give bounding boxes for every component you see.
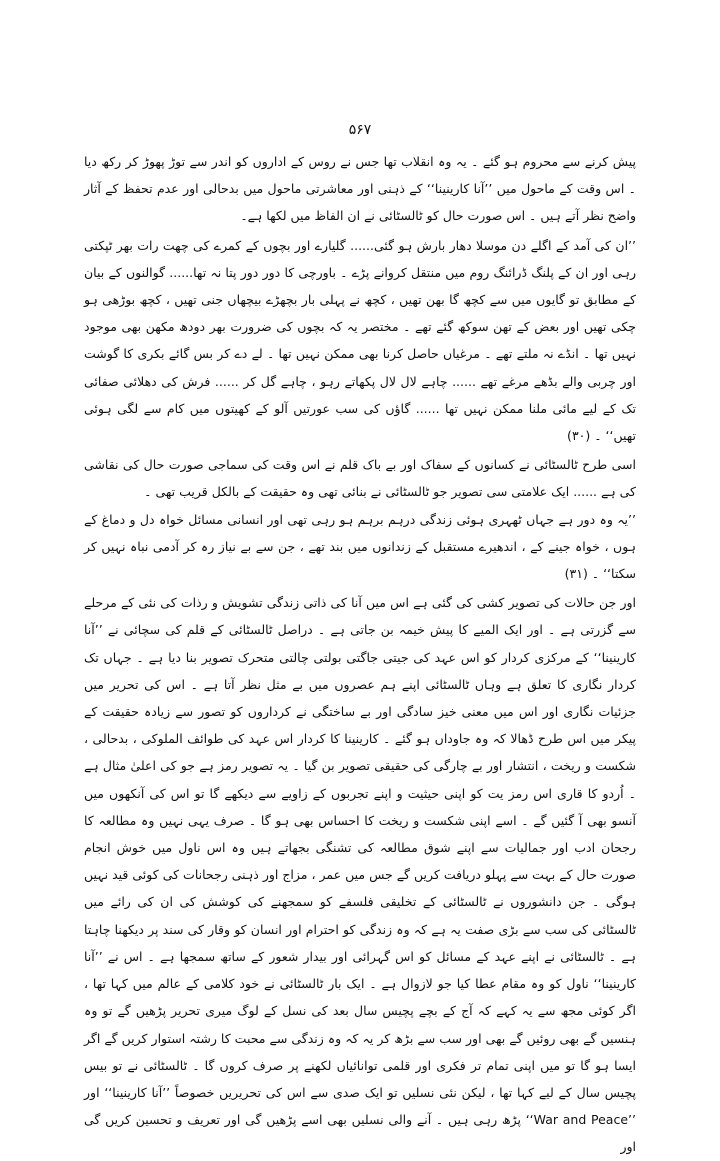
page-number: ۵۶۷ (348, 122, 372, 138)
block-quote-rain: ’’ان کی آمد کے اگلے دن موسلا دھار بارش ہو گئی...... گلیارے اور بچوں کے کمرے کی چھت رات بھر ٹپکتی رہی اور ان کے پلنگ ڈرائنگ روم میں منتقل کروانے پڑے ۔ باورچی کا دور دور پتا نہ تھا...... گوالنوں کے بیان کے مطابق تو گایوں میں سے کچھ گا بھن تھیں ، کچھ نے پہلی بار بچھڑے بیچھاں جنی تھیں ، کچھ بوڑھی ہو چکی تھیں اور بعض کے تھن سوکھ گئے تھے ۔ مختصر یہ کہ بچوں کی ضرورت بھر دودھ مکھن بھی موجود نہیں تھا ۔ انڈے نہ ملتے تھے ۔ مرغیاں حاصل کرنا بھی ممکن نہیں تھا ۔ لے دے کر بس گائے بکری کا گوشت اور چربی والے بڈھے مرغے تھے ...... چاہے لال لال پکھاتے رہو ، چاہے گل کر ...... فرش کی دھلائی صفائی تک کے لیے مائی ملنا ممکن نہیں تھا ...... گاؤں کی سب عورتیں آلو کے کھیتوں میں کام سے لگی ہوئی تھیں‘‘ ۔ (۳۰) (84, 237, 636, 444)
body-text (84, 148, 636, 1161)
paragraph-intro: پیش کرنے سے محروم ہو گئے ۔ یہ وہ انقلاب تھا جس نے روس کے اداروں کو اندر سے توڑ پھوڑ کر رکھ دیا ۔ اس وقت کے ماحول میں ’’آنا کارینینا‘‘ کے ذہنی اور معاشرتی ماحول میں بدحالی اور عدم تحفظ کے آثار واضح نظر آتے ہیں ۔ اس صورت حال کو ٹالسٹائی نے ان الفاظ میں لکھا ہے۔ (84, 154, 636, 224)
paragraph-symbolic-picture: اسی طرح ٹالسٹائی نے کسانوں کے سفاک اور بے باک قلم نے اس وقت کی سماجی صورت حال کی نقاشی کی ہے ...... ایک علامتی سی تصویر جو ٹالسٹائی نے بنائی تھی وہ حقیقت کے بالکل قریب تھی ۔ (84, 457, 636, 500)
paragraph-analysis: اور جن حالات کی تصویر کشی کی گئی ہے اس میں آنا کی ذاتی زندگی تشویش و رذات کی نئی کے مرحلے سے گزرتی ہے ۔ اور ایک المیے کا پیش خیمہ بن جاتی ہے ۔ دراصل ٹالسٹائی کے قلم کی سچائی نے ’’آنا کارینینا‘‘ کے مرکزی کردار کو اس عہد کی جیتی جاگتی بولتی چالتی متحرک تصویر بنا دیا ہے ۔ جہاں تک کردار نگاری کا تعلق ہے وہاں ٹالسٹائی اپنے ہم عصروں میں بے مثل نظر آتا ہے ۔ اس کی تحریر میں جزئیات نگاری اور اس میں معنی خیز سادگی اور بے ساختگی نے کرداروں کو تصور سے زیادہ حقیقت کے پیکر میں اس طرح ڈھالا کہ وہ جاوداں ہو گئے ۔ کارینینا کا کردار اس عہد کی طوائف الملوکی ، بدحالی ، شکست و ریخت ، انتشار اور بے چارگی کی حقیقی تصویر بن گیا ۔ یہ تصویر رمز ہے جو کی اعلیٰ مثال ہے ۔ اُردو کا قاری اس رمز یت کو اپنی حیثیت و اپنے تجربوں کے زاویے سے دیکھے گا تو اس کی آنکھوں میں آنسو بھی آ گئیں گے ۔ اسے اپنی شکست و ریخت کا احساس بھی ہو گا ۔ صرف یہی نہیں وہ مطالعہ کا رجحان ادب اور جمالیات سے اپنے شوق مطالعہ کی تشنگی بجھاتے ہیں وہ اس ناول میں خوش انجام صورت حال کے بہت سے پہلو دریافت کریں گے جس میں عمر ، مزاج اور ذہنی رجحانات کی کوئی قید نہیں ہوگی ۔ جن دانشوروں نے ٹالسٹائی کے تخلیقی فلسفے کو سمجھنے کی کوشش کی ان کی رائے میں ٹالسٹائی کی سب سے بڑی صفت یہ ہے کہ وہ زندگی کو احترام اور انسان کو وقار کی سند پر دیکھنا چاہتا ہے ۔ ٹالسٹائی نے اپنے عہد کے مسائل کو اس گہرائی اور بیدار شعور کے ساتھ سمجھا ہے ۔ اس نے ’’آنا کارینینا‘‘ ناول کو وہ مقام عطا کیا جو لازوال ہے ۔ ایک بار ٹالسٹائی نے خود کلامی کے عالم میں کہا تھا ، اگر کوئی مجھ سے یہ کہے کہ آج کے بچے پچیس سال بعد کی نسل کے لوگ میری تحریر پڑھیں گے تو وہ ہنسیں گے بھی روئیں گے بھی اور سب سے بڑھ کر یہ کہ وہ زندگی سے محبت کا رشتہ استوار کریں گے اگر ایسا ہو گا تو میں اپنی تمام تر فکری اور قلمی توانائیاں لکھنے پر صرف کروں گا ۔ ٹالسٹائی نے تو بیس پچیس سال کے لیے کہا تھا ، لیکن نئی نسلیں تو ایک صدی سے اس کی تحریریں خصوصاً ’’آنا کارینینا‘‘ اور ’’War and Peace‘‘ پڑھ رہی ہیں ۔ آنے والی نسلیں بھی اسے پڑھیں گی اور تعریف و تحسین کریں گی اور (84, 595, 636, 1155)
block-quote-era: ’’یہ وہ دور ہے جہاں ٹھہری ہوئی زندگی درہم برہم ہو رہی تھی اور انسانی مسائل خواہ دل و دماغ کے ہوں ، خواہ جینے کے ، اندھیرے مستقبل کے زندانوں میں بند تھے ، جن سے بے نیاز رہ کر آدمی نباہ نہیں کر سکتا‘‘ ۔ (۳۱) (84, 511, 636, 582)
